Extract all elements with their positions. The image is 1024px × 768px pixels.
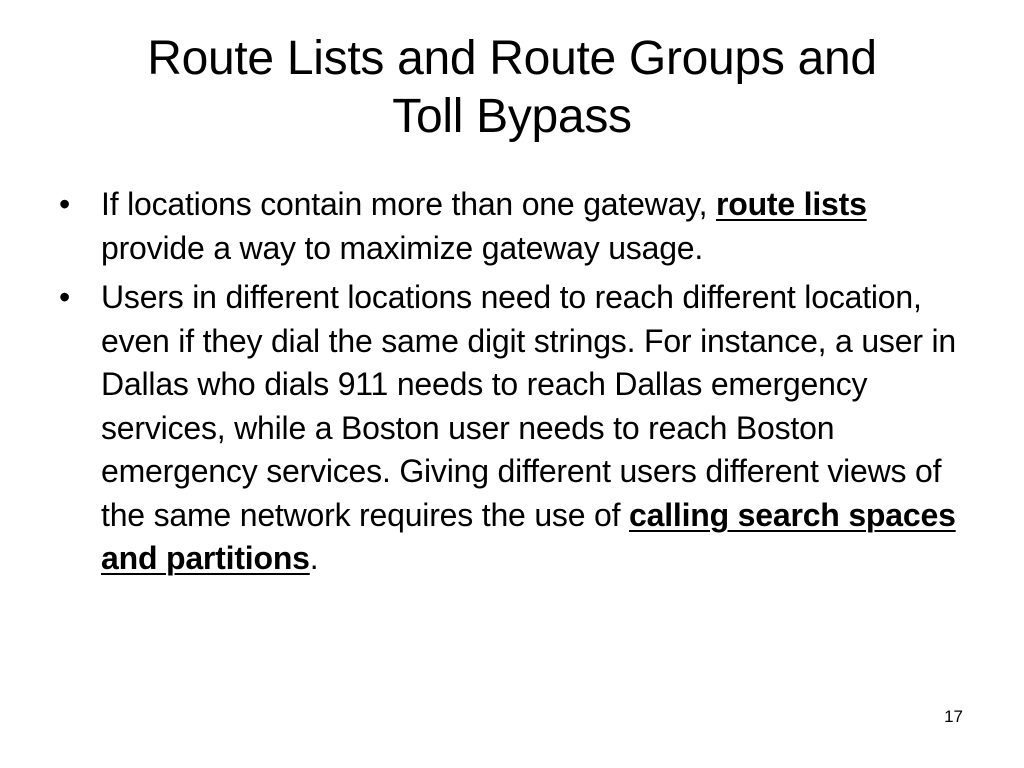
- bullet-item-calling-search-spaces: [56, 276, 962, 581]
- page-number: 17: [944, 707, 963, 726]
- term-route-lists: route lists: [715, 186, 867, 222]
- bullet-item-route-lists: [56, 183, 962, 270]
- slide-title-line-1: Route Lists and Route Groups and: [147, 32, 877, 85]
- term-calling-search-spaces: calling search spaces and partitions: [101, 496, 956, 576]
- bullet-dot-icon: •: [59, 186, 71, 222]
- bullet-list: [56, 183, 962, 587]
- slide-title-line-2: Toll Bypass: [392, 90, 632, 143]
- bullet-text: If locations contain more than one gateway,: [101, 186, 716, 222]
- bullet-dot-icon: •: [59, 279, 71, 315]
- bullet-text: .: [309, 540, 319, 576]
- bullet-text: Users in different locations need to reach different location, even if they dial the same digit strings. For instance, a user in Dallas who dials 911 needs to reach Dallas emergency services, while a Boston user needs to reach Boston emergency services. Giving different users different views of the same network requires the use of: [101, 279, 956, 533]
- bullet-text: provide a way to maximize gateway usage.: [101, 229, 704, 266]
- slide-title: [40, 30, 984, 146]
